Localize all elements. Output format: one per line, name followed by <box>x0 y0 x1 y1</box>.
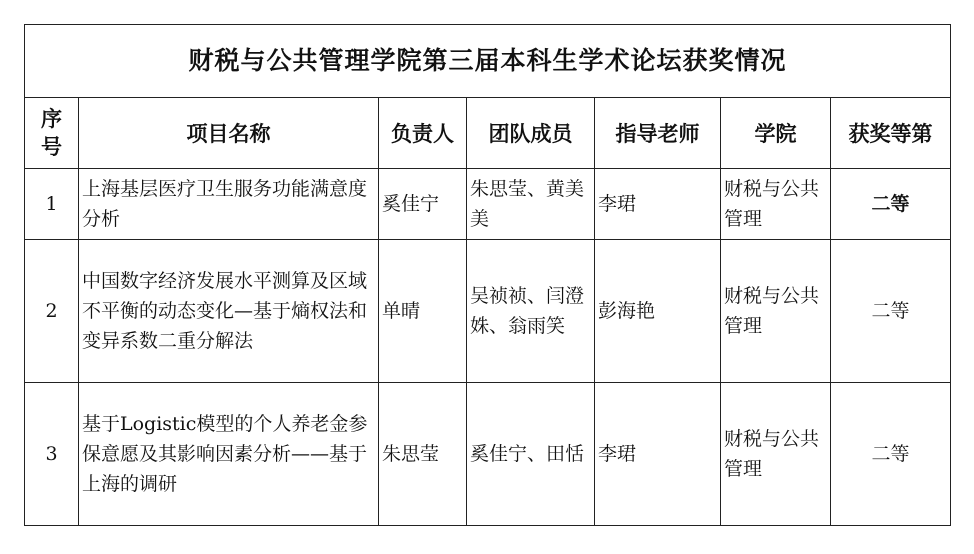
award-table <box>24 24 951 526</box>
row-advisor: 彭海艳 <box>595 240 721 383</box>
header-award: 获奖等第 <box>831 98 951 169</box>
header-college: 学院 <box>721 98 831 169</box>
table-title: 财税与公共管理学院第三届本科生学术论坛获奖情况 <box>25 25 951 98</box>
row-project: 中国数字经济发展水平测算及区域不平衡的动态变化—基于熵权法和变异系数二重分解法 <box>79 240 379 383</box>
row-project: 上海基层医疗卫生服务功能满意度分析 <box>79 169 379 240</box>
row-seq: 1 <box>25 169 79 240</box>
table-row <box>25 240 951 383</box>
row-leader: 朱思莹 <box>379 383 467 526</box>
row-college: 财税与公共管理 <box>721 383 831 526</box>
row-advisor: 李珺 <box>595 169 721 240</box>
row-project: 基于Logistic模型的个人养老金参保意愿及其影响因素分析——基于上海的调研 <box>79 383 379 526</box>
row-advisor: 李珺 <box>595 383 721 526</box>
table-row <box>25 383 951 526</box>
row-seq: 3 <box>25 383 79 526</box>
row-members: 朱思莹、黄美美 <box>467 169 595 240</box>
row-award: 二等 <box>831 383 951 526</box>
header-leader: 负责人 <box>379 98 467 169</box>
row-seq: 2 <box>25 240 79 383</box>
row-members: 奚佳宁、田恬 <box>467 383 595 526</box>
row-leader: 奚佳宁 <box>379 169 467 240</box>
title-row <box>25 25 951 98</box>
header-members: 团队成员 <box>467 98 595 169</box>
row-college: 财税与公共管理 <box>721 169 831 240</box>
row-members: 吴祯祯、闫澄姝、翁雨笑 <box>467 240 595 383</box>
row-leader: 单晴 <box>379 240 467 383</box>
header-row <box>25 98 951 169</box>
row-award: 二等 <box>831 169 951 240</box>
award-sheet <box>24 24 950 526</box>
header-advisor: 指导老师 <box>595 98 721 169</box>
header-project: 项目名称 <box>79 98 379 169</box>
row-award: 二等 <box>831 240 951 383</box>
header-seq: 序号 <box>25 98 79 169</box>
row-college: 财税与公共管理 <box>721 240 831 383</box>
table-row <box>25 169 951 240</box>
